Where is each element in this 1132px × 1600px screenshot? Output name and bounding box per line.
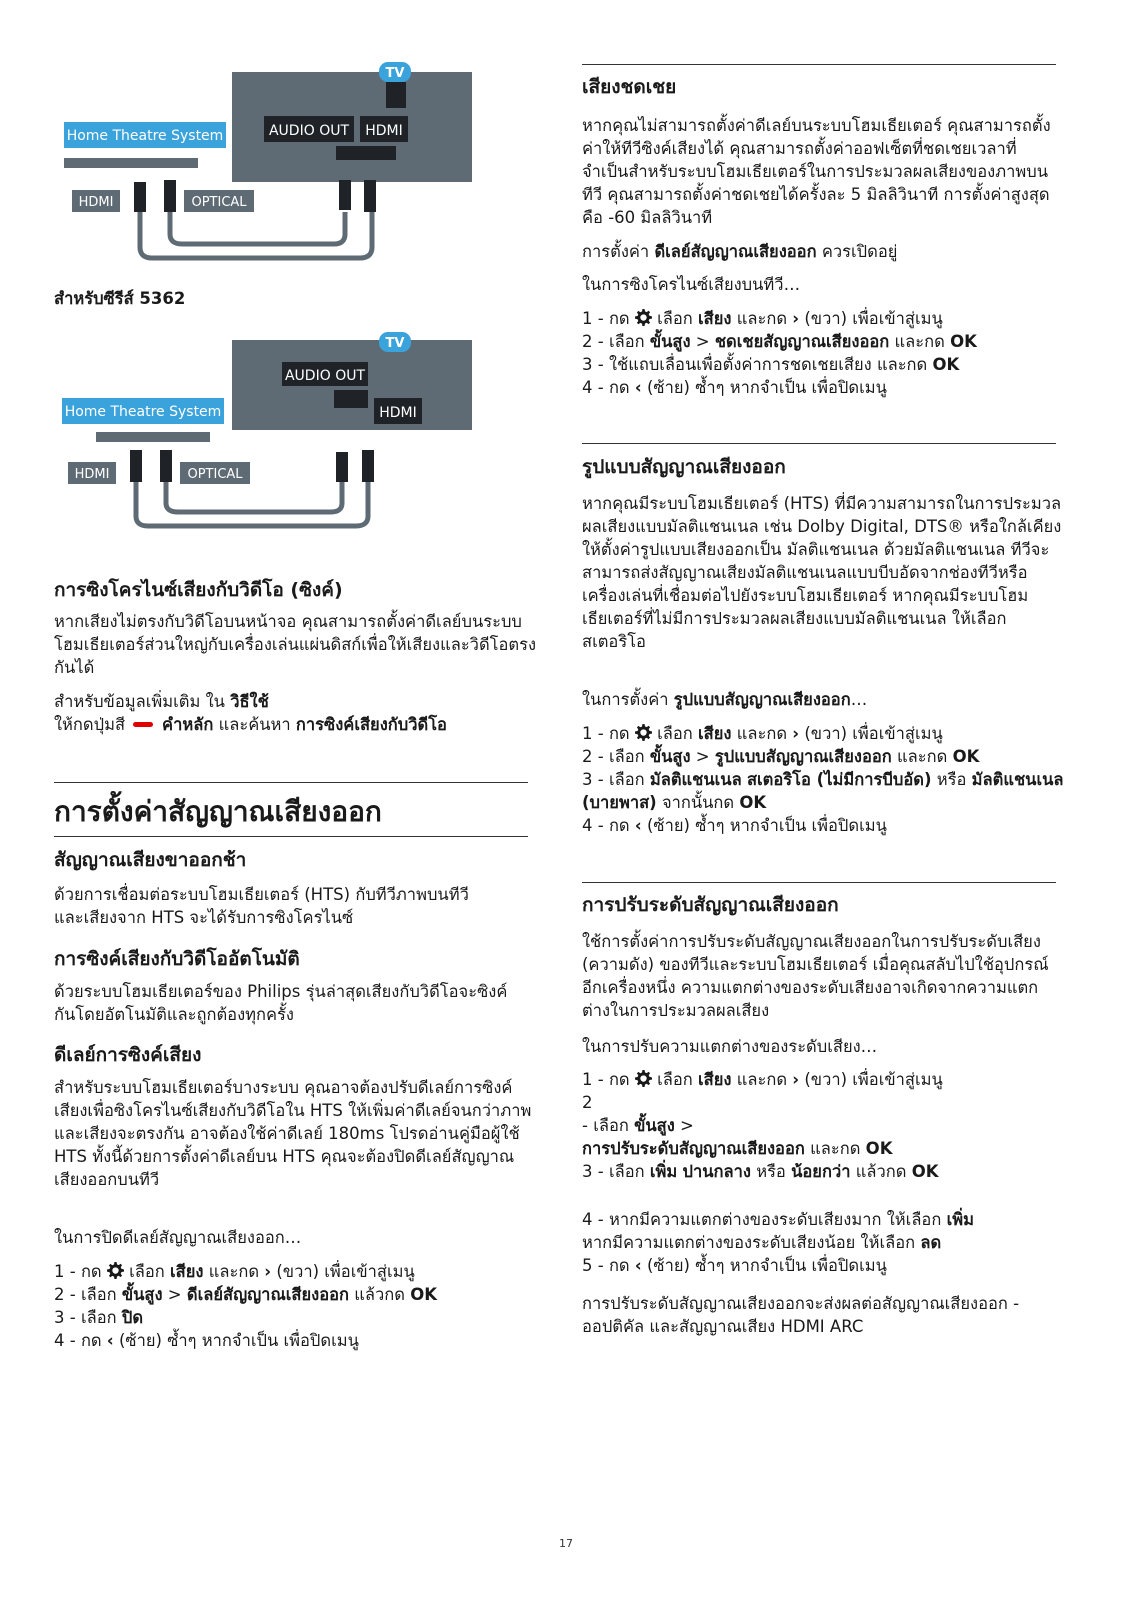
series-caption: สำหรับซีรีส์ 5362 (54, 289, 186, 308)
offset-intro: ในการซิงโครไนซ์เสียงบนทีวี… (582, 275, 801, 294)
chevron-right-icon: › (792, 309, 800, 328)
red-color-key-icon (133, 722, 153, 727)
hts-shape (96, 432, 210, 442)
sync-title: การซิงโครไนซ์เสียงกับวิดีโอ (ซิงค์) (54, 579, 343, 601)
offset-body: หากคุณไม่สามารถตั้งค่าดีเลย์บนระบบโฮมเธียเตอร์ คุณสามารถตั้งค่าให้ทีวีซิงค์เสียงได้ คุณสามารถตั้งค่าออฟเซ็ตที่ชดเชยเวลาที่จำเป็นสำหรับระบบโฮมเธียเตอร์ในการประมวลผลเสียงของภาพบนทีวี คุณสามารถตั้งค่าชดเชยได้ครั้งละ 5 มิลลิวินาที การตั้งค่าสูงสุดคือ -60 มิลลิวินาที (582, 116, 1051, 227)
hts-label: Home Theatre System (64, 404, 222, 420)
sync-more-info: สำหรับข้อมูลเพิ่มเติม ใน วิธีใช้ ให้กดปุ่มสี คำหลัก และค้นหา การซิงค์เสียงกับวิดีโอ (54, 692, 447, 734)
hdmi-tv-label: HDMI (379, 405, 417, 421)
sync-body: หากเสียงไม่ตรงกับวิดีโอบนหน้าจอ คุณสามารถตั้งค่าดีเลย์บนระบบโฮมเธียเตอร์ส่วนใหญ่กับเครื่องเล่นแผ่นดิสก์เพื่อให้เสียงและวิดีโอตรงกันได้ (54, 612, 537, 677)
page-number: 17 (559, 1537, 573, 1550)
section-divider (582, 882, 1056, 883)
autosync-title: การซิงค์เสียงกับวิดีโออัตโนมัติ (54, 948, 300, 970)
format-intro: ในการตั้งค่า รูปแบบสัญญาณเสียงออก… (582, 690, 868, 709)
chevron-right-icon: › (792, 724, 800, 743)
syncdelay-body: สำหรับระบบโฮมเธียเตอร์บางระบบ คุณอาจต้องปรับดีเลย์การซิงค์เสียงเพื่อซิงโครไนซ์เสียงกับวิดีโอใน HTS ให้เพิ่มค่าดีเลย์จนกว่าภาพและเสียงจะตรงกัน อาจต้องใช้ค่าดีเลย์ 180ms โปรดอ่านคู่มือผู้ใช้ HTS ทั้งนี้ด้วยการตั้งค่าดีเลย์บน HTS คุณจะต้องปิดดีเลย์สัญญาณเสียงออกบนทีวี (54, 1078, 532, 1189)
audio-out-label: AUDIO OUT (284, 368, 366, 384)
offset-note: การตั้งค่า ดีเลย์สัญญาณเสียงออก ควรเปิดอยู่ (582, 242, 898, 261)
leveling-intro: ในการปรับความแตกต่างของระดับเสียง… (582, 1037, 878, 1056)
offset-title: เสียงชดเชย (582, 76, 677, 98)
optical-cable (170, 212, 345, 244)
syncdelay-intro: ในการปิดดีเลย์สัญญาณเสียงออก… (54, 1228, 302, 1247)
optical-cable (166, 482, 342, 512)
leveling-title: การปรับระดับสัญญาณเสียงออก (582, 894, 839, 916)
hdmi-hts-label: HDMI (74, 467, 110, 482)
format-body: หากคุณมีระบบโฮมเธียเตอร์ (HTS) ที่มีความสามารถในการประมวลผลเสียงแบบมัลติแชนเนล เช่น Dolby Digital, DTS® หรือใกล้เคียง ให้ตั้งค่ารูปแบบเสียงออกเป็น มัลติแชนเนล ด้วยมัลติแชนเนล ทีวีจะสามารถส่งสัญญาณเสียงมัลติแชนเนลแบบบีบอัดจากช่องทีวีหรือเครื่องเล่นที่เชื่อมต่อไปยังระบบโฮมเธียเตอร์ หากคุณมีระบบโฮมเธียเตอร์ที่ไม่มีการประมวลผลเสียงแบบมัลติแชนเนล ให้เลือก สเตอริโอ (582, 494, 1062, 651)
delay-title: สัญญาณเสียงขาออกช้า (54, 849, 247, 871)
offset-steps: 1 - กด เลือก เสียง และกด › (ขวา) เพื่อเข้าสู่เมนู 2 - เลือก ขั้นสูง > ชดเชยสัญญาณเสียงออก และกด OK 3 - ใช้แถบเลื่อนเพื่อตั้งค่าการชดเชยเสียง และกด OK 4 - กด ‹ (ซ้าย) ซ้ำๆ หากจำเป็น เพื่อปิดเมนู (582, 309, 977, 397)
hdmi-cable (140, 212, 372, 258)
leveling-footer: การปรับระดับสัญญาณเสียงออกจะส่งผลต่อสัญญาณเสียงออก - ออปติคัล และสัญญาณเสียง HDMI ARC (582, 1294, 1020, 1336)
chevron-left-icon: ‹ (634, 1256, 642, 1275)
gear-icon (635, 1070, 652, 1087)
tv-label: TV (385, 336, 405, 351)
hdmi-hts-label: HDMI (78, 195, 114, 210)
section-divider (54, 836, 528, 837)
hts-label: Home Theatre System (66, 128, 224, 144)
chevron-right-icon: › (264, 1262, 272, 1281)
tv-label: TV (385, 66, 405, 81)
delay-body: ด้วยการเชื่อมต่อระบบโฮมเธียเตอร์ (HTS) กับทีวีภาพบนทีวีและเสียงจาก HTS จะได้รับการซิงโครไนซ์ (54, 885, 469, 927)
audio-out-label: AUDIO OUT (268, 123, 350, 139)
syncdelay-steps: 1 - กด เลือก เสียง และกด › (ขวา) เพื่อเข้าสู่เมนู 2 - เลือก ขั้นสูง > ดีเลย์สัญญาณเสียงออก แล้วกด OK 3 - เลือก ปิด 4 - กด ‹ (ซ้าย) ซ้ำๆ หากจำเป็น เพื่อปิดเมนู (54, 1262, 438, 1350)
hts-shape (64, 158, 198, 168)
leveling-body: ใช้การตั้งค่าการปรับระดับสัญญาณเสียงออกในการปรับระดับเสียง (ความดัง) ของทีวีและระบบโฮมเธียเตอร์ เมื่อคุณสลับไปใช้อุปกรณ์อีกเครื่องหนึ่ง ความแตกต่างของระดับเสียงอาจเกิดจากความแตกต่างในการประมวลผลเสียง (582, 932, 1049, 1020)
section-divider (582, 64, 1056, 65)
gear-icon (635, 724, 652, 741)
connection-diagram-1 (54, 62, 534, 272)
hdmi-tv-label: HDMI (365, 123, 403, 139)
section-divider (54, 782, 528, 783)
optical-label: OPTICAL (191, 195, 247, 210)
optical-label: OPTICAL (187, 467, 243, 482)
section-divider (582, 443, 1056, 444)
connection-diagram-2 (54, 332, 534, 542)
leveling-steps: 1 - กด เลือก เสียง และกด › (ขวา) เพื่อเข้าสู่เมนู 2 - เลือก ขั้นสูง > การปรับระดับสัญญาณเสียงออก และกด OK 3 - เลือก เพิ่ม ปานกลาง หรือ น้อยกว่า แล้วกด OK (582, 1070, 943, 1181)
gear-icon (107, 1262, 124, 1279)
leveling-steps-2: 4 - หากมีความแตกต่างของระดับเสียงมาก ให้เลือก เพิ่ม หากมีความแตกต่างของระดับเสียงน้อย ให้เลือก ลด 5 - กด ‹ (ซ้าย) ซ้ำๆ หากจำเป็น เพื่อปิดเมนู (582, 1210, 974, 1275)
gear-icon (635, 309, 652, 326)
format-steps: 1 - กด เลือก เสียง และกด › (ขวา) เพื่อเข้าสู่เมนู 2 - เลือก ขั้นสูง > รูปแบบสัญญาณเสียงออก และกด OK 3 - เลือก มัลติแชนเนล สเตอริโอ (ไม่มีการบีบอัด) หรือ มัลติแชนเนล (บายพาส) จากนั้นกด OK 4 - กด ‹ (ซ้าย) ซ้ำๆ หากจำเป็น เพื่อปิดเมนู (582, 724, 1064, 835)
format-title: รูปแบบสัญญาณเสียงออก (582, 456, 786, 478)
chevron-left-icon: ‹ (634, 816, 642, 835)
main-section-title: การตั้งค่าสัญญาณเสียงออก (54, 795, 382, 828)
syncdelay-title: ดีเลย์การซิงค์เสียง (54, 1044, 202, 1066)
chevron-left-icon: ‹ (106, 1331, 114, 1350)
hdmi-cable (136, 482, 368, 526)
chevron-right-icon: › (792, 1070, 800, 1089)
chevron-left-icon: ‹ (634, 378, 642, 397)
autosync-body: ด้วยระบบโฮมเธียเตอร์ของ Philips รุ่นล่าสุดเสียงกับวิดีโอจะซิงค์กันโดยอัตโนมัติและถูกต้องทุกครั้ง (54, 982, 508, 1024)
